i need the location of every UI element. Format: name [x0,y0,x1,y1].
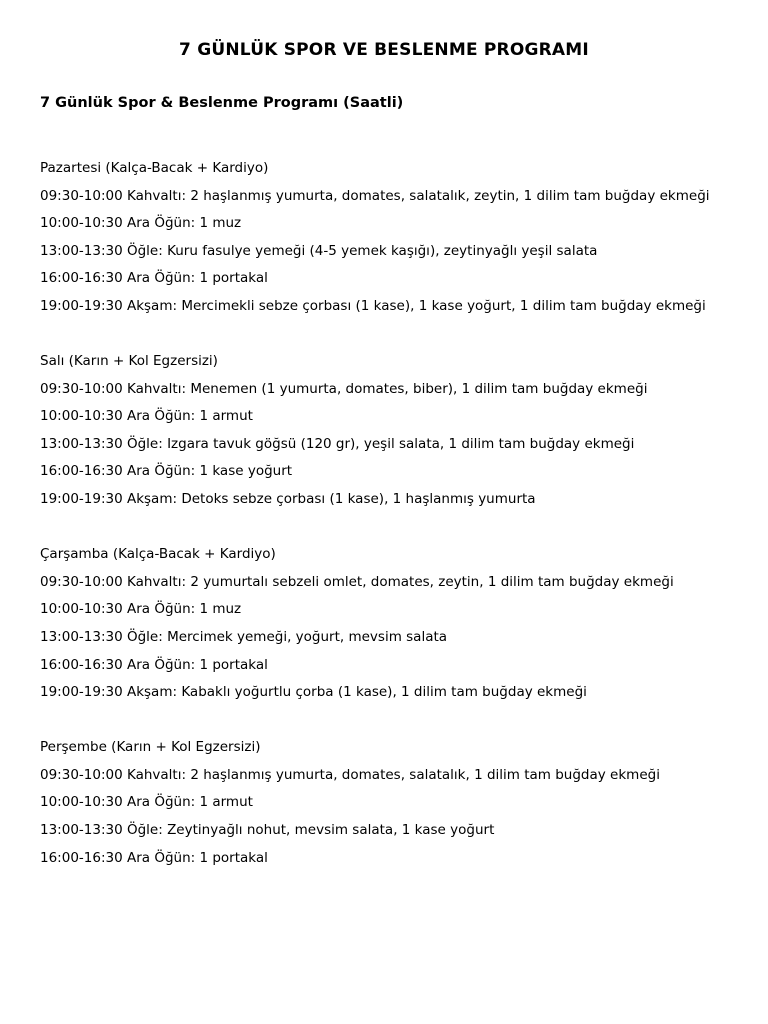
meal-line: 10:00-10:30 Ara Öğün: 1 armut [40,794,253,811]
meal-line: 19:00-19:30 Akşam: Mercimekli sebze çorbası (1 kase), 1 kase yoğurt, 1 dilim tam buğday ekmeği [40,297,706,314]
day-section-monday [40,155,727,321]
day-section-tuesday [40,348,727,514]
day-heading: Salı (Karın + Kol Egzersizi) [40,353,218,370]
program-content [40,155,727,900]
day-heading: Perşembe (Karın + Kol Egzersizi) [40,739,261,756]
meal-line: 09:30-10:00 Kahvaltı: Menemen (1 yumurta, domates, biber), 1 dilim tam buğday ekmeği [40,380,648,397]
meal-line: 13:00-13:30 Öğle: Mercimek yemeği, yoğurt, mevsim salata [40,628,448,645]
meal-line: 09:30-10:00 Kahvaltı: 2 haşlanmış yumurta, domates, salatalık, zeytin, 1 dilim tam buğday ekmeği [40,187,710,204]
day-heading: Pazartesi (Kalça-Bacak + Kardiyo) [40,160,269,176]
meal-line: 16:00-16:30 Ara Öğün: 1 portakal [40,656,268,673]
meal-line: 13:00-13:30 Öğle: Izgara tavuk göğsü (120 gr), yeşil salata, 1 dilim tam buğday ekmeği [40,435,635,452]
meal-line: 10:00-10:30 Ara Öğün: 1 muz [40,601,242,618]
day-section-wednesday [40,541,727,707]
meal-line: 16:00-16:30 Ara Öğün: 1 portakal [40,270,268,287]
day-section-thursday [40,734,727,872]
meal-line: 10:00-10:30 Ara Öğün: 1 armut [40,408,253,425]
meal-line: 13:00-13:30 Öğle: Zeytinyağlı nohut, mevsim salata, 1 kase yoğurt [40,821,495,838]
meal-line: 19:00-19:30 Akşam: Detoks sebze çorbası (1 kase), 1 haşlanmış yumurta [40,491,536,508]
meal-line: 19:00-19:30 Akşam: Kabaklı yoğurtlu çorba (1 kase), 1 dilim tam buğday ekmeği [40,684,587,701]
meal-line: 09:30-10:00 Kahvaltı: 2 yumurtalı sebzeli omlet, domates, zeytin, 1 dilim tam buğday ekmeği [40,573,674,590]
meal-line: 10:00-10:30 Ara Öğün: 1 muz [40,215,242,232]
day-heading: Çarşamba (Kalça-Bacak + Kardiyo) [40,546,276,563]
document-title: 7 GÜNLÜK SPOR VE BESLENME PROGRAMI [179,40,589,60]
meal-line: 16:00-16:30 Ara Öğün: 1 portakal [40,849,268,866]
document-subtitle: 7 Günlük Spor & Beslenme Programı (Saatli) [40,95,404,111]
meal-line: 16:00-16:30 Ara Öğün: 1 kase yoğurt [40,463,293,480]
meal-line: 09:30-10:00 Kahvaltı: 2 haşlanmış yumurta, domates, salatalık, 1 dilim tam buğday ekmeği [40,766,660,783]
meal-line: 13:00-13:30 Öğle: Kuru fasulye yemeği (4-5 yemek kaşığı), zeytinyağlı yeşil salata [40,242,598,259]
